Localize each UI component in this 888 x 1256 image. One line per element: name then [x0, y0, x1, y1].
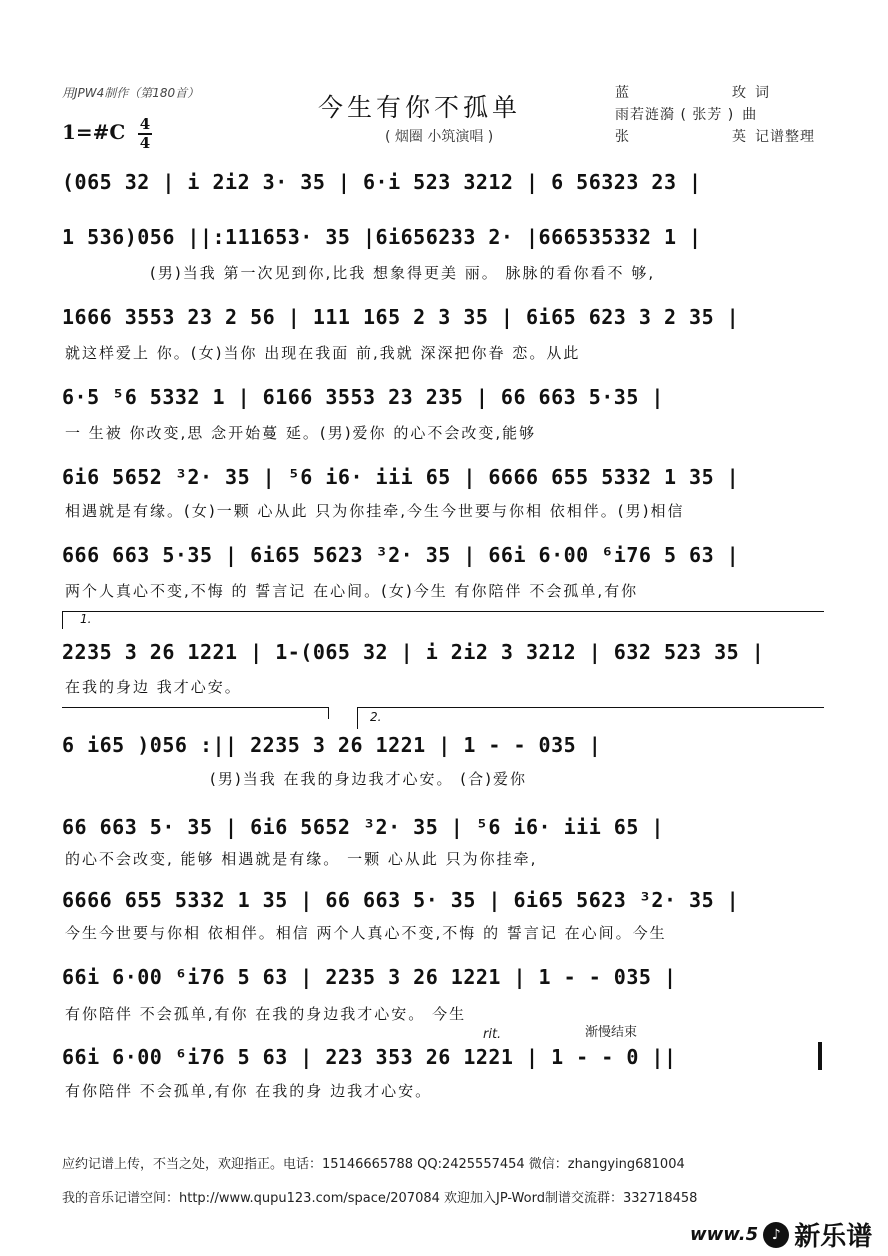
score-row-2-notes: 1 536)056 ||:111653· 35 |6i656233 2· |666535332 1 | [62, 225, 702, 249]
score-row-10-notes: 6666 655 5332 1 35 | 66 663 5· 35 | 6i65 5623 ³2· 35 | [62, 888, 740, 912]
score-row-5-notes: 6i6 5652 ³2· 35 | ⁵6 i6· iii 65 | 6666 655 5332 1 35 | [62, 465, 740, 489]
final-barline [818, 1042, 822, 1070]
slowing-marking: 渐慢结束 [585, 1025, 638, 1040]
composer-role: 曲 [742, 107, 758, 123]
score-row-11-notes: 66i 6·00 ⁶i76 5 63 | 2235 3 26 1221 | 1 - - 035 | [62, 965, 677, 989]
credits-block [615, 82, 815, 148]
score-row-1-notes: (065 32 | i 2i2 3· 35 | 6·i 523 3212 | 6 56323 23 | [62, 170, 702, 194]
time-sig-bottom: 4 [139, 134, 151, 152]
lyricist-name: 蓝 [615, 85, 630, 101]
score-row-7-lyrics: 在我的身边 我才心安。 [65, 678, 242, 696]
lyricist-row [615, 82, 815, 104]
score-row-6-notes: 666 663 5·35 | 6i65 5623 ³2· 35 | 66i 6·00 ⁶i76 5 63 | [62, 543, 740, 567]
volta-1-end-tick [328, 707, 329, 719]
watermark-url: www.5 [690, 1224, 759, 1245]
score-row-9-lyrics: 的心不会改变, 能够 相遇就是有缘。 一颗 心从此 只为你挂牵, [65, 850, 538, 868]
score-row-5-lyrics: 相遇就是有缘。(女)一颗 心从此 只为你挂牵,今生今世要与你相 依相伴。(男)相信 [65, 502, 685, 520]
score-row-12-lyrics: 有你陪伴 不会孤单,有你 在我的身 边我才心安。 [65, 1082, 433, 1100]
volta-1-bracket [62, 611, 824, 622]
song-subtitle: ( 烟圈 小筑演唱 ) [385, 129, 494, 145]
score-row-4-lyrics: 一 生被 你改变,思 念开始蔓 延。(男)爱你 的心不会改变,能够 [65, 424, 537, 442]
watermark-brand: 新乐谱 [794, 1222, 873, 1252]
volta-1-bracket-start [62, 611, 63, 629]
score-row-8-lyrics: (男)当我 在我的身边我才心安。 (合)爱你 [210, 770, 527, 788]
arranger-name: 张 [615, 129, 630, 145]
arranger-name2: 英 [732, 129, 747, 145]
time-sig-top: 4 [139, 115, 151, 133]
arranger-row [615, 126, 815, 148]
footer-contact: 应约记谱上传，不当之处，欢迎指正。电话：15146665788 QQ:2425557454 微信：zhangying681004 [62, 1157, 685, 1172]
credit-line: 用JPW4制作（第180首） [62, 86, 200, 100]
score-row-3-lyrics: 就这样爱上 你。(女)当你 出现在我面 前,我就 深深把你眷 恋。从此 [65, 344, 581, 362]
volta-2-bracket [357, 707, 824, 708]
score-row-12-notes: 66i 6·00 ⁶i76 5 63 | 223 353 26 1221 | 1 - - 0 || [62, 1045, 677, 1069]
composer-name: 雨若涟漪 ( 张芳 ) [615, 107, 735, 123]
lyricist-role: 词 [755, 85, 770, 101]
score-row-8-notes: 6 i65 )056 :|| 2235 3 26 1221 | 1 - - 035 | [62, 733, 602, 757]
score-row-9-notes: 66 663 5· 35 | 6i6 5652 ³2· 35 | ⁵6 i6· iii 65 | [62, 815, 664, 839]
score-row-2-lyrics: (男)当我 第一次见到你,比我 想象得更美 丽。 脉脉的看你看不 够, [150, 264, 656, 282]
volta-1-label: 1. [80, 612, 92, 626]
composer-row [615, 104, 815, 126]
score-row-11-lyrics: 有你陪伴 不会孤单,有你 在我的身边我才心安。 今生 [65, 1005, 467, 1023]
music-disc-icon: ♪ [763, 1222, 789, 1248]
volta-1-end-line [62, 707, 328, 708]
score-row-10-lyrics: 今生今世要与你相 依相伴。相信 两个人真心不变,不悔 的 誓言记 在心间。今生 [65, 924, 667, 942]
rit-marking: rit. [483, 1027, 502, 1042]
volta-2-label: 2. [370, 710, 382, 724]
volta-2-bracket-start [357, 707, 358, 729]
lyricist-name2: 玫 [732, 85, 747, 101]
footer-space-link[interactable]: 我的音乐记谱空间：http://www.qupu123.com/space/207084 欢迎加入JP-Word制谱交流群：332718458 [62, 1191, 698, 1206]
song-title: 今生有你不孤单 [318, 93, 522, 122]
key-signature: 1=#C [62, 120, 126, 144]
score-row-3-notes: 1666 3553 23 2 56 | 111 165 2 3 35 | 6i65 623 3 2 35 | [62, 305, 740, 329]
score-row-4-notes: 6·5 ⁵6 5332 1 | 6166 3553 23 235 | 66 663 5·35 | [62, 385, 664, 409]
score-row-6-lyrics: 两个人真心不变,不悔 的 誓言记 在心间。(女)今生 有你陪伴 不会孤单,有你 [65, 582, 639, 600]
score-row-7-notes: 2235 3 26 1221 | 1-(065 32 | i 2i2 3 3212 | 632 523 35 | [62, 640, 765, 664]
watermark [690, 1216, 872, 1253]
time-signature [138, 117, 152, 151]
arranger-role: 记谱整理 [755, 129, 815, 145]
